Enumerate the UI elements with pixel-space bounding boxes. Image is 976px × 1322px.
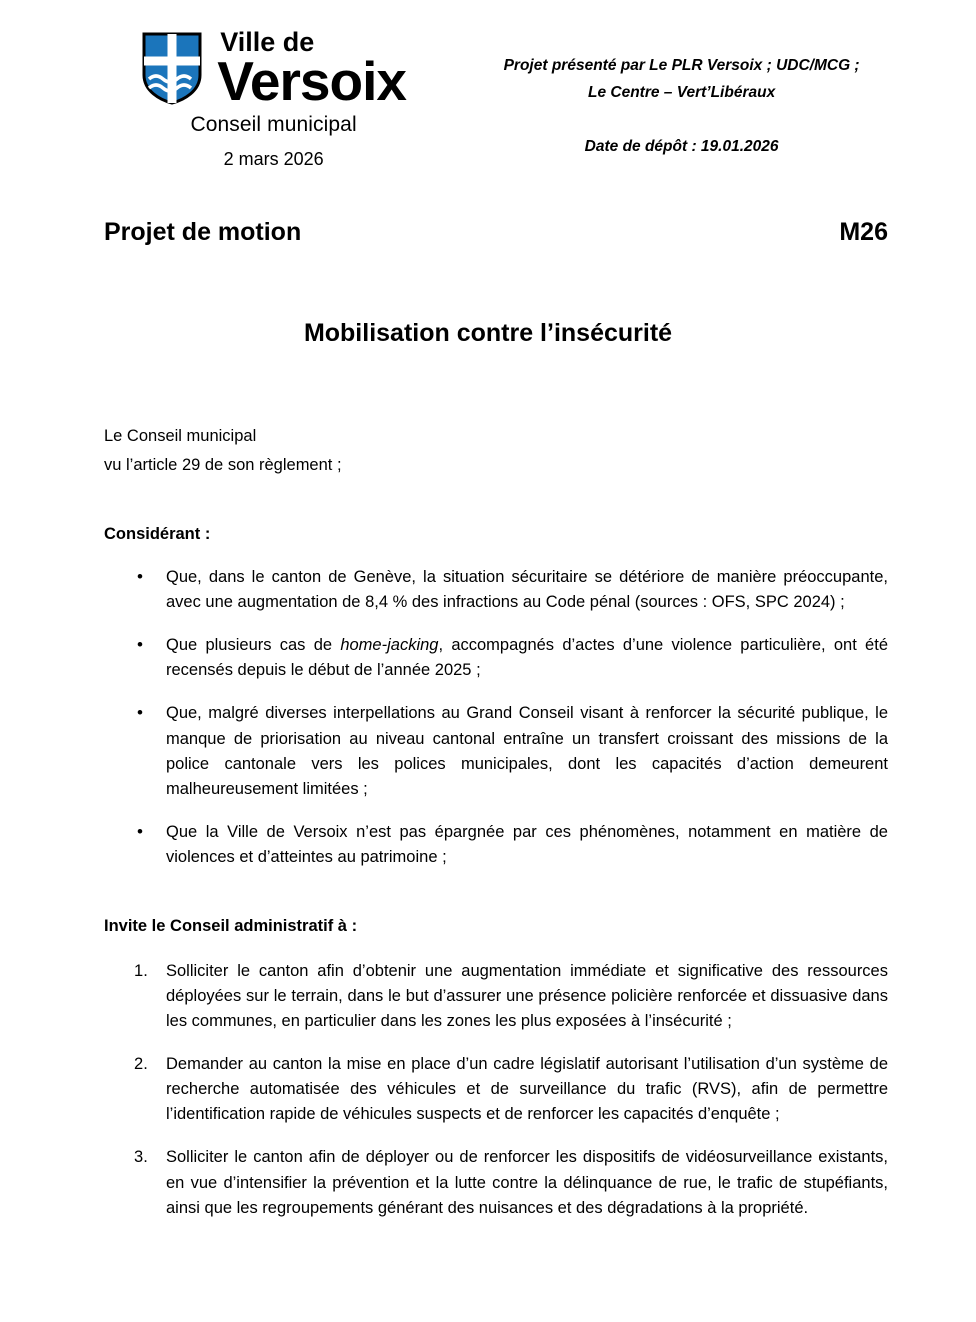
page-title: Mobilisation contre l’insécurité <box>303 318 673 347</box>
intro-line-1: Le Conseil municipal <box>104 426 257 445</box>
logo <box>141 27 406 113</box>
list-item: • Que, malgré diverses interpellations au Grand Conseil visant à renforcer la sécurité publique, le manque de priorisation au niveau cantonal entraîne un transfert croissant des missions de la police cantonale vers les polices municipales, dont les capacités d’action demeurent malheureusement limitées ; <box>104 701 888 801</box>
council-name: Conseil municipal <box>190 112 357 136</box>
header-meta <box>475 30 888 156</box>
considerant-item-2-text: Que plusieurs cas de home-jacking, accompagnés d’actes d’une violence particulière, ont été recensés depuis le début de l’année 2025 ; <box>166 636 888 680</box>
logo-line2: Versoix <box>217 50 406 113</box>
list-item: Solliciter le canton afin d’obtenir une augmentation immédiate et significative des ressources déployées sur le terrain, dans le but d’assurer une présence policière renforcée et dissuasive dans les communes, en particulier dans les zones les plus exposées à l’insécurité ; <box>166 961 888 1031</box>
considerants-list <box>104 565 888 870</box>
list-item: • Que la Ville de Versoix n’est pas épargnée par ces phénomènes, notamment en matière de violences et d’atteintes au patrimoine ; <box>104 820 888 870</box>
presented-by-line1: Projet présenté par Le PLR Versoix ; UDC/MCG ; <box>503 57 860 74</box>
emphasis-home-jacking: home-jacking <box>340 636 439 655</box>
invites-list <box>104 959 888 1221</box>
invites-label: Invite le Conseil administratif à : <box>104 916 358 935</box>
document-body <box>0 424 976 1221</box>
list-item: • Que, dans le canton de Genève, la situation sécuritaire se détériore de manière préoccupante, avec une augmentation de 8,4 % des infractions au Code pénal (sources : OFS, SPC 2024) ; <box>104 565 888 615</box>
session-date: 2 mars 2026 <box>223 148 324 169</box>
list-item: Demander au canton la mise en place d’un cadre législatif autorisant l’utilisation d’un système de recherche automatisée des véhicules et de surveillance du trafic (RVS), afin de permettre l’identification rapide de véhicules suspects et de renforcer les capacités d’enquête ; <box>166 1055 888 1124</box>
document-type: Projet de motion <box>104 217 302 246</box>
list-item: Solliciter le canton afin de déployer ou de renforcer les dispositifs de vidéosurveillance existants, en vue d’intensifier la prévention et la lutte contre la délinquance de rue, le trafic de stupéfiants, ainsi que les regroupements générant des nuisances et des dégradations à la propriété. <box>166 1148 888 1217</box>
logo-line1: Ville de <box>220 27 315 57</box>
considerants-label: Considérant : <box>104 525 211 544</box>
versoix-crest-icon <box>141 31 203 105</box>
presented-by-line2: Le Centre – Vert’Libéraux <box>587 84 776 102</box>
logo-wordmark <box>217 27 406 113</box>
brand-block <box>72 27 475 170</box>
intro-block <box>104 424 888 478</box>
document-header <box>0 0 976 170</box>
document-type-row <box>0 218 976 247</box>
deposit-date: Date de dépôt : 19.01.2026 <box>584 138 779 156</box>
document-reference: M26 <box>839 217 888 246</box>
list-item <box>104 633 888 683</box>
intro-line-2: vu l’article 29 de son règlement ; <box>104 455 342 474</box>
